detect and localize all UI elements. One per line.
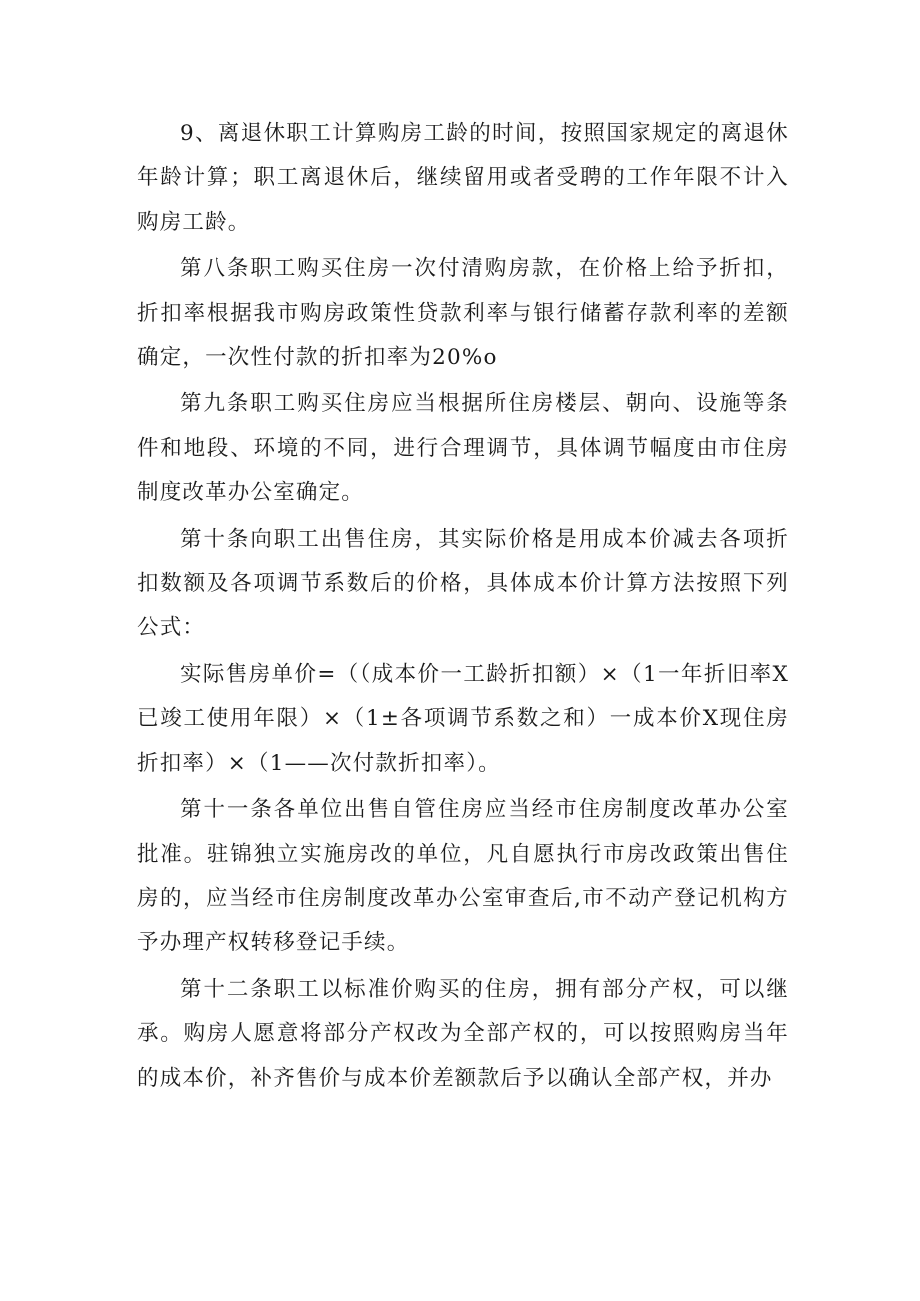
paragraph-article-8: 第八条职工购买住房一次付清购房款，在价格上给予折扣，折扣率根据我市购房政策性贷款利率与银行储蓄存款利率的差额确定，一次性付款的折扣率为20%o [137,256,789,371]
paragraph-article-9: 第九条职工购买住房应当根据所住房楼层、朝向、设施等条件和地段、环境的不同，进行合理调节，具体调节幅度由市住房制度改革办公室确定。 [137,391,789,506]
paragraph-article-12: 第十二条职工以标准价购买的住房，拥有部分产权，可以继承。购房人愿意将部分产权改为全部产权的，可以按照购房当年的成本价，补齐售价与成本价差额款后予以确认全部产权，并办 [137,976,789,1091]
paragraph-article-11: 第十一条各单位出售自管住房应当经市住房制度改革办公室批准。驻锦独立实施房改的单位，凡自愿执行市房改政策出售住房的，应当经市住房制度改革办公室审查后,市不动产登记机构方予办理产权转移登记手续。 [137,797,789,956]
paragraph-retirement-seniority: 9、离退休职工计算购房工龄的时间，按照国家规定的离退休年龄计算；职工离退休后，继续留用或者受聘的工作年限不计入购房工龄。 [137,121,789,235]
paragraph-price-formula: 实际售房单价=（（成本价一工龄折扣额）×（1一年折旧率X已竣工使用年限）×（1±各项调节系数之和）一成本价X现住房折扣率）×（1——次付款折扣率）。 [137,661,789,776]
paragraph-article-10: 第十条向职工出售住房，其实际价格是用成本价减去各项折扣数额及各项调节系数后的价格，具体成本价计算方法按照下列公式： [137,526,789,641]
document-body [137,112,789,1103]
